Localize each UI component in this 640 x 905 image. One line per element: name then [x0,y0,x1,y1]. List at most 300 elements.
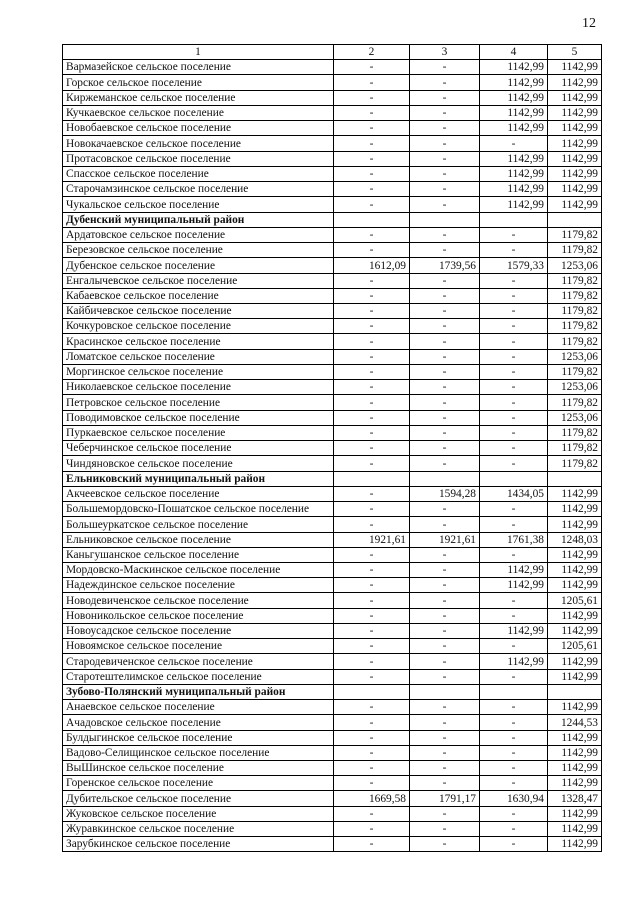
table-row [63,121,602,136]
value-cell-c2: - [334,745,410,760]
value-cell-c2: - [334,243,410,258]
value-cell-c3: - [410,806,480,821]
header-cell-2: 2 [334,45,410,60]
settlement-name: Горенское сельское поселение [63,776,334,791]
value-cell-c3: - [410,319,480,334]
settlement-name: Вадово-Селищинское сельское поселение [63,745,334,760]
settlement-name: Дубенское сельское поселение [63,258,334,273]
table-row [63,837,602,852]
value-cell-c2: - [334,136,410,151]
value-cell-c3: - [410,639,480,654]
value-cell-c3: - [410,395,480,410]
value-cell-c5: 1142,99 [548,182,602,197]
value-cell-c2 [334,471,410,486]
table-row [63,90,602,105]
table-row [63,182,602,197]
settlement-name: Дубительское сельское поселение [63,791,334,806]
settlement-name: Булдыгинское сельское поселение [63,730,334,745]
value-cell-c2: - [334,654,410,669]
value-cell-c2: - [334,700,410,715]
value-cell-c5: 1142,99 [548,90,602,105]
value-cell-c2: - [334,821,410,836]
settlement-name: Николаевское сельское поселение [63,380,334,395]
table-row [63,75,602,90]
value-cell-c5: 1142,99 [548,654,602,669]
value-cell-c4: - [480,745,548,760]
value-cell-c3: - [410,151,480,166]
table-row [63,151,602,166]
value-cell-c3 [410,212,480,227]
table-row [63,593,602,608]
value-cell-c4: - [480,669,548,684]
settlement-name: Новоникольское сельское поселение [63,608,334,623]
value-cell-c3: - [410,60,480,75]
value-cell-c5: 1179,82 [548,364,602,379]
header-cell-4: 4 [480,45,548,60]
value-cell-c3: - [410,121,480,136]
value-cell-c3: - [410,136,480,151]
value-cell-c3: 1739,56 [410,258,480,273]
value-cell-c5: 1179,82 [548,456,602,471]
value-cell-c4: - [480,837,548,852]
value-cell-c5: 1142,99 [548,806,602,821]
value-cell-c2: - [334,578,410,593]
value-cell-c5: 1142,99 [548,547,602,562]
table-row [63,532,602,547]
value-cell-c2: - [334,151,410,166]
value-cell-c3: - [410,303,480,318]
value-cell-c2 [334,684,410,699]
table-row [63,456,602,471]
table-row [63,243,602,258]
value-cell-c2: - [334,303,410,318]
value-cell-c2: - [334,456,410,471]
value-cell-c3: - [410,441,480,456]
value-cell-c3: - [410,288,480,303]
value-cell-c2: - [334,319,410,334]
value-cell-c3: - [410,562,480,577]
value-cell-c5: 1142,99 [548,776,602,791]
value-cell-c4: - [480,547,548,562]
value-cell-c4: 1142,99 [480,578,548,593]
value-cell-c5: 1179,82 [548,227,602,242]
value-cell-c3: - [410,166,480,181]
value-cell-c4: - [480,517,548,532]
value-cell-c2: - [334,105,410,120]
settlement-name: Старотештелимское сельское поселение [63,669,334,684]
value-cell-c4: 1142,99 [480,623,548,638]
value-cell-c5: 1244,53 [548,715,602,730]
value-cell-c2: - [334,75,410,90]
value-cell-c3: - [410,105,480,120]
settlement-name: Новодевиченское сельское поселение [63,593,334,608]
section-title: Зубово-Полянский муниципальный район [63,684,334,699]
header-cell-1: 1 [63,45,334,60]
value-cell-c2: - [334,197,410,212]
value-cell-c4: - [480,761,548,776]
value-cell-c3: - [410,273,480,288]
settlement-name: Зарубкинское сельское поселение [63,837,334,852]
value-cell-c5: 1179,82 [548,243,602,258]
value-cell-c2: - [334,380,410,395]
table-row [63,776,602,791]
value-cell-c5: 1142,99 [548,608,602,623]
value-cell-c3: - [410,425,480,440]
table-row [63,395,602,410]
value-cell-c2: - [334,182,410,197]
settlement-name: Чукальское сельское поселение [63,197,334,212]
value-cell-c3: - [410,502,480,517]
value-cell-c5: 1179,82 [548,395,602,410]
value-cell-c4: - [480,806,548,821]
value-cell-c4: 1142,99 [480,90,548,105]
value-cell-c3: - [410,380,480,395]
settlement-name: Спасское сельское поселение [63,166,334,181]
settlement-name: Киржеманское сельское поселение [63,90,334,105]
value-cell-c4: - [480,364,548,379]
value-cell-c5: 1179,82 [548,319,602,334]
value-cell-c4: 1142,99 [480,60,548,75]
table-row [63,349,602,364]
value-cell-c2: - [334,349,410,364]
value-cell-c5: 1179,82 [548,288,602,303]
settlement-name: Кабаевское сельское поселение [63,288,334,303]
value-cell-c5: 1253,06 [548,380,602,395]
value-cell-c4: 1142,99 [480,75,548,90]
value-cell-c2: - [334,486,410,501]
value-cell-c3: - [410,182,480,197]
settlement-name: Новоусадское сельское поселение [63,623,334,638]
value-cell-c2: - [334,623,410,638]
settlement-name: Старочамзинское сельское поселение [63,182,334,197]
value-cell-c5: 1142,99 [548,837,602,852]
value-cell-c3: - [410,90,480,105]
value-cell-c2: - [334,288,410,303]
value-cell-c3: - [410,364,480,379]
value-cell-c2: - [334,562,410,577]
value-cell-c4: 1761,38 [480,532,548,547]
value-cell-c4: - [480,715,548,730]
value-cell-c2: - [334,364,410,379]
value-cell-c2: - [334,441,410,456]
value-cell-c2: - [334,669,410,684]
value-cell-c3: - [410,593,480,608]
value-cell-c4: - [480,288,548,303]
value-cell-c2: - [334,166,410,181]
value-cell-c4: - [480,319,548,334]
value-cell-c2: 1669,58 [334,791,410,806]
table-row [63,654,602,669]
value-cell-c5: 1179,82 [548,425,602,440]
value-cell-c3: 1791,17 [410,791,480,806]
settlement-name: Кайбичевское сельское поселение [63,303,334,318]
table-row [63,608,602,623]
value-cell-c3: - [410,745,480,760]
value-cell-c4: - [480,395,548,410]
settlement-name: Новоямское сельское поселение [63,639,334,654]
value-cell-c4: - [480,243,548,258]
value-cell-c2: - [334,730,410,745]
table-row [63,334,602,349]
table-row [63,166,602,181]
value-cell-c3: - [410,349,480,364]
value-cell-c3: - [410,730,480,745]
value-cell-c5: 1142,99 [548,745,602,760]
value-cell-c2: - [334,547,410,562]
value-cell-c4: - [480,410,548,425]
value-cell-c4 [480,471,548,486]
table-row [63,791,602,806]
settlement-name: Жуковское сельское поселение [63,806,334,821]
value-cell-c2: - [334,608,410,623]
value-cell-c4: - [480,136,548,151]
value-cell-c3: - [410,456,480,471]
settlement-name: Кочкуровское сельское поселение [63,319,334,334]
value-cell-c5: 1179,82 [548,441,602,456]
header-cell-5: 5 [548,45,602,60]
settlement-name: Протасовское сельское поселение [63,151,334,166]
section-row [63,212,602,227]
value-cell-c3: - [410,654,480,669]
value-cell-c5: 1142,99 [548,700,602,715]
value-cell-c5: 1142,99 [548,761,602,776]
value-cell-c2: - [334,776,410,791]
settlement-name: Мордовско-Маскинское сельское поселение [63,562,334,577]
table-row [63,60,602,75]
value-cell-c5 [548,684,602,699]
value-cell-c4: 1142,99 [480,562,548,577]
table-row [63,105,602,120]
value-cell-c5: 1142,99 [548,105,602,120]
settlement-name: Стародевиченское сельское поселение [63,654,334,669]
table-row [63,578,602,593]
table-row [63,364,602,379]
value-cell-c5: 1253,06 [548,349,602,364]
value-cell-c4: - [480,227,548,242]
value-cell-c2: - [334,395,410,410]
value-cell-c4: 1579,33 [480,258,548,273]
settlement-name: Ломатское сельское поселение [63,349,334,364]
value-cell-c3: - [410,334,480,349]
value-cell-c4: - [480,334,548,349]
value-cell-c2: - [334,837,410,852]
value-cell-c2: - [334,60,410,75]
table-row [63,562,602,577]
value-cell-c3 [410,471,480,486]
value-cell-c5: 1142,99 [548,166,602,181]
value-cell-c5: 1205,61 [548,593,602,608]
value-cell-c4: 1434,05 [480,486,548,501]
value-cell-c2: - [334,425,410,440]
value-cell-c4: 1142,99 [480,197,548,212]
table-row [63,730,602,745]
section-title: Ельниковский муниципальный район [63,471,334,486]
value-cell-c2: - [334,639,410,654]
value-cell-c4: - [480,380,548,395]
value-cell-c5: 1179,82 [548,334,602,349]
table-row [63,502,602,517]
value-cell-c5: 1142,99 [548,197,602,212]
value-cell-c5: 1253,06 [548,258,602,273]
table-row [63,669,602,684]
settlement-name: Ельниковское сельское поселение [63,532,334,547]
value-cell-c4: 1142,99 [480,166,548,181]
settlement-name: Кучкаевское сельское поселение [63,105,334,120]
table-row [63,821,602,836]
value-cell-c3: - [410,517,480,532]
table-row [63,486,602,501]
page-number: 12 [582,16,596,31]
value-cell-c3: - [410,776,480,791]
value-cell-c2: - [334,121,410,136]
settlement-name: Енгалычевское сельское поселение [63,273,334,288]
value-cell-c2: - [334,806,410,821]
table-row [63,258,602,273]
table-row [63,639,602,654]
value-cell-c4 [480,212,548,227]
table-row [63,806,602,821]
value-cell-c2: 1612,09 [334,258,410,273]
value-cell-c2: - [334,517,410,532]
value-cell-c3: - [410,547,480,562]
section-row [63,684,602,699]
settlement-name: Надеждинское сельское поселение [63,578,334,593]
table-row [63,197,602,212]
value-cell-c5: 1179,82 [548,273,602,288]
value-cell-c4: - [480,730,548,745]
value-cell-c5: 1142,99 [548,578,602,593]
value-cell-c5: 1142,99 [548,623,602,638]
settlement-name: Петровское сельское поселение [63,395,334,410]
settlement-name: Ачадовское сельское поселение [63,715,334,730]
value-cell-c4: 1142,99 [480,182,548,197]
value-cell-c2: - [334,715,410,730]
table-row [63,425,602,440]
value-cell-c5 [548,212,602,227]
value-cell-c3: 1594,28 [410,486,480,501]
value-cell-c5: 1142,99 [548,562,602,577]
settlement-name: Анаевское сельское поселение [63,700,334,715]
tariff-table [62,44,602,852]
value-cell-c3: - [410,821,480,836]
value-cell-c4: - [480,441,548,456]
value-cell-c5: 1142,99 [548,75,602,90]
table-row [63,136,602,151]
settlement-name: Акчеевское сельское поселение [63,486,334,501]
value-cell-c5: 1142,99 [548,151,602,166]
value-cell-c3: - [410,410,480,425]
value-cell-c5: 1142,99 [548,517,602,532]
value-cell-c3: - [410,715,480,730]
value-cell-c4: 1630,94 [480,791,548,806]
table-row [63,547,602,562]
table-row [63,441,602,456]
table-row [63,517,602,532]
settlement-name: Моргинское сельское поселение [63,364,334,379]
settlement-name: Пуркаевское сельское поселение [63,425,334,440]
value-cell-c3: - [410,243,480,258]
settlement-name: Чиндяновское сельское поселение [63,456,334,471]
value-cell-c5: 1142,99 [548,502,602,517]
value-cell-c3 [410,684,480,699]
value-cell-c4: - [480,608,548,623]
value-cell-c5: 1142,99 [548,821,602,836]
settlement-name: Чеберчинское сельское поселение [63,441,334,456]
value-cell-c5: 1142,99 [548,121,602,136]
settlement-name: Красинское сельское поселение [63,334,334,349]
value-cell-c3: - [410,227,480,242]
value-cell-c5: 1179,82 [548,303,602,318]
value-cell-c4: 1142,99 [480,121,548,136]
value-cell-c4: - [480,425,548,440]
table-row [63,715,602,730]
value-cell-c4: - [480,593,548,608]
settlement-name: Журавкинское сельское поселение [63,821,334,836]
settlement-name: Горское сельское поселение [63,75,334,90]
value-cell-c3: - [410,197,480,212]
settlement-name: ВыШинское сельское поселение [63,761,334,776]
value-cell-c4: - [480,776,548,791]
table-row [63,288,602,303]
section-row [63,471,602,486]
value-cell-c2: - [334,334,410,349]
value-cell-c2: - [334,90,410,105]
table-row [63,227,602,242]
value-cell-c3: - [410,837,480,852]
value-cell-c3: - [410,669,480,684]
header-cell-3: 3 [410,45,480,60]
value-cell-c4: - [480,456,548,471]
settlement-name: Большеуркатское сельское поселение [63,517,334,532]
value-cell-c4: - [480,821,548,836]
table-row [63,380,602,395]
value-cell-c5: 1248,03 [548,532,602,547]
table-row [63,623,602,638]
value-cell-c4: - [480,303,548,318]
value-cell-c5 [548,471,602,486]
settlement-name: Березовское сельское поселение [63,243,334,258]
value-cell-c5: 1328,47 [548,791,602,806]
value-cell-c3: - [410,761,480,776]
section-title: Дубенский муниципальный район [63,212,334,227]
settlement-name: Каньгушанское сельское поселение [63,547,334,562]
value-cell-c2: - [334,227,410,242]
value-cell-c4: - [480,349,548,364]
value-cell-c2: 1921,61 [334,532,410,547]
value-cell-c4: 1142,99 [480,654,548,669]
value-cell-c5: 1142,99 [548,486,602,501]
table-body [63,45,602,852]
value-cell-c4: - [480,273,548,288]
value-cell-c4: 1142,99 [480,151,548,166]
table-row [63,700,602,715]
value-cell-c3: - [410,75,480,90]
value-cell-c3: - [410,700,480,715]
value-cell-c2 [334,212,410,227]
table-row [63,273,602,288]
table-row [63,319,602,334]
value-cell-c3: 1921,61 [410,532,480,547]
value-cell-c3: - [410,623,480,638]
value-cell-c4: 1142,99 [480,105,548,120]
table-row [63,761,602,776]
settlement-name: Ардатовское сельское поселение [63,227,334,242]
value-cell-c2: - [334,761,410,776]
value-cell-c3: - [410,608,480,623]
value-cell-c3: - [410,578,480,593]
table-row [63,303,602,318]
settlement-name: Большемордовско-Пошатское сельское поселение [63,502,334,517]
